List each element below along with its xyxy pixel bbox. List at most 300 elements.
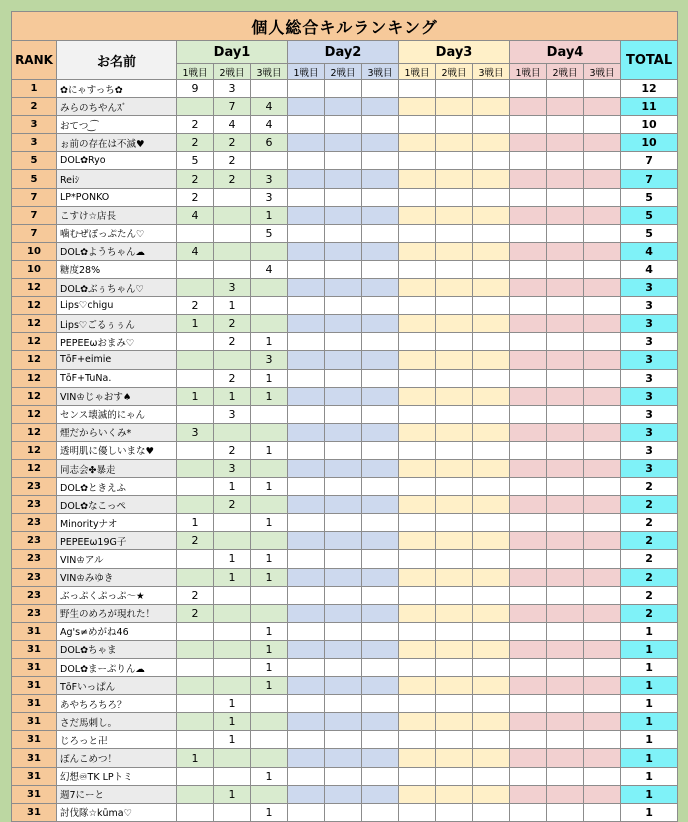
table-row (12, 170, 678, 188)
day4-battle3-cell (584, 785, 621, 803)
day4-battle1-cell (510, 152, 547, 170)
day4-battle3-cell (584, 297, 621, 315)
player-name-cell: DOL✿なこっぺ (57, 496, 177, 514)
table-row (12, 188, 678, 206)
day2-battle1-cell (288, 713, 325, 731)
day4-battle2-cell (547, 98, 584, 116)
day2-battle2-cell (325, 478, 362, 496)
day3-battle3-header: 3戦目 (473, 64, 510, 80)
day4-battle1-cell (510, 134, 547, 152)
day1-battle3-cell (251, 604, 288, 622)
day2-battle1-cell (288, 604, 325, 622)
day3-battle2-cell (436, 496, 473, 514)
player-name-cell: DOL✿ときえふ (57, 478, 177, 496)
player-name-cell: 幻想♾TK LPトミ (57, 767, 177, 785)
rank-cell: 31 (12, 677, 57, 695)
day4-battle2-header: 2戦目 (547, 64, 584, 80)
day1-battle3-cell: 1 (251, 333, 288, 351)
day3-battle3-cell (473, 134, 510, 152)
day1-battle3-cell (251, 695, 288, 713)
player-name-cell: こすけ☆店長 (57, 206, 177, 224)
day1-battle2-cell: 2 (214, 496, 251, 514)
rank-cell: 12 (12, 333, 57, 351)
day1-battle2-cell: 4 (214, 116, 251, 134)
day2-battle3-cell (362, 333, 399, 351)
day2-battle1-cell (288, 478, 325, 496)
rank-cell: 12 (12, 387, 57, 405)
day1-battle3-cell (251, 532, 288, 550)
day3-battle3-cell (473, 98, 510, 116)
player-name-cell: TōFいっぱん (57, 677, 177, 695)
day1-battle1-cell (177, 803, 214, 821)
day3-battle2-cell (436, 369, 473, 387)
table-row (12, 749, 678, 767)
day3-battle1-cell (399, 731, 436, 749)
ranking-table (11, 11, 678, 822)
day4-battle3-cell (584, 532, 621, 550)
day1-battle2-cell: 3 (214, 405, 251, 423)
rank-cell: 23 (12, 532, 57, 550)
day1-battle1-cell (177, 731, 214, 749)
day4-battle2-cell (547, 767, 584, 785)
day4-battle3-cell (584, 152, 621, 170)
day1-battle2-cell (214, 260, 251, 278)
day3-battle3-cell (473, 351, 510, 369)
day2-battle2-cell (325, 224, 362, 242)
day2-battle1-cell (288, 640, 325, 658)
ranking-sheet (11, 11, 677, 820)
table-row (12, 387, 678, 405)
rank-cell: 31 (12, 731, 57, 749)
table-row (12, 659, 678, 677)
day3-battle3-cell (473, 297, 510, 315)
table-row (12, 80, 678, 98)
day1-battle1-cell: 9 (177, 80, 214, 98)
player-name-cell: PEPEEωおまみ♡ (57, 333, 177, 351)
day4-battle3-cell (584, 279, 621, 297)
day3-battle1-cell (399, 242, 436, 260)
day2-battle3-cell (362, 152, 399, 170)
day3-battle3-cell (473, 568, 510, 586)
day3-battle1-cell (399, 279, 436, 297)
total-cell: 1 (621, 731, 678, 749)
rank-cell: 31 (12, 695, 57, 713)
day3-battle2-cell (436, 459, 473, 477)
day3-battle1-cell (399, 441, 436, 459)
day3-battle1-cell (399, 659, 436, 677)
day2-battle3-cell (362, 224, 399, 242)
day2-battle1-cell (288, 767, 325, 785)
day1-battle3-cell (251, 152, 288, 170)
day4-battle3-cell (584, 224, 621, 242)
day2-battle3-cell (362, 279, 399, 297)
day2-battle3-cell (362, 242, 399, 260)
day3-battle1-cell (399, 803, 436, 821)
day3-battle2-cell (436, 785, 473, 803)
total-cell: 1 (621, 640, 678, 658)
day3-battle2-cell (436, 803, 473, 821)
day4-battle1-cell (510, 351, 547, 369)
day1-battle1-cell (177, 369, 214, 387)
day2-battle2-cell (325, 206, 362, 224)
day2-battle2-cell (325, 297, 362, 315)
total-cell: 1 (621, 695, 678, 713)
day2-battle1-cell (288, 568, 325, 586)
day3-battle1-cell (399, 767, 436, 785)
day4-battle2-cell (547, 423, 584, 441)
total-cell: 3 (621, 423, 678, 441)
day1-battle3-cell: 4 (251, 116, 288, 134)
total-cell: 1 (621, 785, 678, 803)
total-cell: 3 (621, 279, 678, 297)
day4-battle1-cell (510, 713, 547, 731)
day2-battle3-cell (362, 695, 399, 713)
day4-battle3-cell (584, 731, 621, 749)
day3-battle1-cell (399, 387, 436, 405)
day1-battle1-cell (177, 260, 214, 278)
day1-battle2-cell: 3 (214, 80, 251, 98)
day2-battle1-cell (288, 405, 325, 423)
day4-battle3-cell (584, 713, 621, 731)
day3-battle1-cell (399, 98, 436, 116)
day4-battle2-cell (547, 514, 584, 532)
day2-battle2-cell (325, 441, 362, 459)
day3-battle1-cell (399, 586, 436, 604)
day2-battle1-cell (288, 80, 325, 98)
day2-battle1-cell (288, 496, 325, 514)
player-name-cell: 討伐隊☆kūma♡ (57, 803, 177, 821)
day2-battle2-cell (325, 659, 362, 677)
day3-battle2-cell (436, 260, 473, 278)
day1-battle2-cell (214, 604, 251, 622)
total-cell: 3 (621, 405, 678, 423)
day1-battle3-cell: 1 (251, 478, 288, 496)
day4-battle2-cell (547, 351, 584, 369)
day3-battle3-cell (473, 423, 510, 441)
day1-battle2-cell: 1 (214, 731, 251, 749)
table-row (12, 550, 678, 568)
day4-battle1-cell (510, 242, 547, 260)
day3-battle3-cell (473, 206, 510, 224)
sheet-title: 個人総合キルランキング (12, 12, 678, 41)
rank-cell: 31 (12, 622, 57, 640)
day1-battle3-cell (251, 785, 288, 803)
day4-battle2-cell (547, 785, 584, 803)
day4-battle2-cell (547, 496, 584, 514)
day4-battle3-cell (584, 695, 621, 713)
day4-battle3-cell (584, 459, 621, 477)
day2-battle2-cell (325, 242, 362, 260)
day4-battle2-cell (547, 695, 584, 713)
day1-battle3-cell (251, 423, 288, 441)
day4-battle3-cell (584, 550, 621, 568)
player-name-cell: 糖度28% (57, 260, 177, 278)
table-row (12, 441, 678, 459)
table-row (12, 586, 678, 604)
day4-battle3-cell (584, 659, 621, 677)
day2-battle3-cell (362, 116, 399, 134)
rank-cell: 2 (12, 98, 57, 116)
day3-battle3-cell (473, 550, 510, 568)
name-header: お名前 (57, 41, 177, 80)
day4-battle2-cell (547, 206, 584, 224)
day3-battle1-cell (399, 677, 436, 695)
day2-battle1-cell (288, 659, 325, 677)
day4-battle2-cell (547, 731, 584, 749)
day4-battle2-cell (547, 224, 584, 242)
day3-battle1-cell (399, 550, 436, 568)
day4-battle1-cell (510, 441, 547, 459)
day3-battle1-cell (399, 134, 436, 152)
day2-battle1-cell (288, 224, 325, 242)
player-name-cell: 透明肌に優しいまな♥ (57, 441, 177, 459)
rank-cell: 31 (12, 640, 57, 658)
total-cell: 2 (621, 568, 678, 586)
table-row (12, 98, 678, 116)
total-cell: 2 (621, 496, 678, 514)
day1-battle2-cell: 1 (214, 695, 251, 713)
day3-battle2-cell (436, 170, 473, 188)
rank-cell: 5 (12, 170, 57, 188)
table-row (12, 260, 678, 278)
day4-battle2-cell (547, 116, 584, 134)
day4-battle1-cell (510, 387, 547, 405)
day3-battle2-cell (436, 242, 473, 260)
day3-battle2-cell (436, 749, 473, 767)
day4-battle3-cell (584, 441, 621, 459)
day1-battle2-cell: 2 (214, 333, 251, 351)
day3-battle2-cell (436, 478, 473, 496)
day3-battle2-cell (436, 80, 473, 98)
rank-cell: 12 (12, 315, 57, 333)
day2-battle2-cell (325, 496, 362, 514)
day1-battle2-cell (214, 206, 251, 224)
day3-battle3-cell (473, 315, 510, 333)
player-name-cell: あやちろちろ？ (57, 695, 177, 713)
day1-battle3-cell: 1 (251, 640, 288, 658)
day4-battle3-cell (584, 677, 621, 695)
day2-battle2-cell (325, 532, 362, 550)
day3-battle1-cell (399, 478, 436, 496)
player-name-cell: DOL✿ようちゃん☁ (57, 242, 177, 260)
table-row (12, 459, 678, 477)
day1-battle3-cell: 1 (251, 568, 288, 586)
day3-battle1-cell (399, 568, 436, 586)
day3-battle3-cell (473, 80, 510, 98)
day4-battle1-cell (510, 170, 547, 188)
day4-battle3-cell (584, 514, 621, 532)
day4-battle3-header: 3戦目 (584, 64, 621, 80)
day4-battle2-cell (547, 333, 584, 351)
day4-battle3-cell (584, 478, 621, 496)
day1-battle2-cell (214, 677, 251, 695)
day4-battle2-cell (547, 586, 584, 604)
day1-battle1-cell: 1 (177, 749, 214, 767)
day3-battle3-cell (473, 586, 510, 604)
day3-battle1-cell (399, 224, 436, 242)
day2-battle1-cell (288, 387, 325, 405)
day3-battle3-cell (473, 387, 510, 405)
day1-battle3-cell: 1 (251, 803, 288, 821)
day1-battle2-cell: 2 (214, 152, 251, 170)
table-row (12, 333, 678, 351)
day2-battle3-cell (362, 550, 399, 568)
day1-battle1-cell (177, 622, 214, 640)
day4-battle1-cell (510, 279, 547, 297)
day2-battle1-cell (288, 242, 325, 260)
rank-cell: 23 (12, 604, 57, 622)
day4-battle3-cell (584, 640, 621, 658)
day2-battle3-cell (362, 134, 399, 152)
player-name-cell: 同志会✤暴走 (57, 459, 177, 477)
day3-battle3-cell (473, 441, 510, 459)
day2-battle3-cell (362, 659, 399, 677)
table-row (12, 405, 678, 423)
day1-battle2-cell (214, 803, 251, 821)
day1-battle1-cell: 2 (177, 297, 214, 315)
day2-battle3-cell (362, 677, 399, 695)
day1-battle2-cell (214, 423, 251, 441)
day3-battle1-cell (399, 622, 436, 640)
day1-battle3-header: 3戦目 (251, 64, 288, 80)
total-cell: 3 (621, 441, 678, 459)
day1-battle3-cell: 1 (251, 767, 288, 785)
day2-battle3-cell (362, 785, 399, 803)
day2-battle1-cell (288, 749, 325, 767)
total-cell: 1 (621, 622, 678, 640)
table-row (12, 224, 678, 242)
rank-cell: 3 (12, 116, 57, 134)
day3-battle3-cell (473, 640, 510, 658)
day4-battle3-cell (584, 803, 621, 821)
day2-battle3-cell (362, 514, 399, 532)
day3-battle3-cell (473, 731, 510, 749)
day3-battle1-cell (399, 405, 436, 423)
day4-battle1-cell (510, 496, 547, 514)
day4-battle1-cell (510, 586, 547, 604)
day1-battle1-cell (177, 785, 214, 803)
day2-battle3-cell (362, 604, 399, 622)
day1-battle3-cell: 1 (251, 441, 288, 459)
day4-battle1-cell (510, 749, 547, 767)
table-row (12, 134, 678, 152)
day4-battle3-cell (584, 260, 621, 278)
rank-cell: 31 (12, 803, 57, 821)
total-cell: 3 (621, 297, 678, 315)
day2-battle1-cell (288, 677, 325, 695)
day4-battle2-cell (547, 152, 584, 170)
day1-battle1-cell (177, 568, 214, 586)
day2-battle2-cell (325, 568, 362, 586)
day3-battle1-cell (399, 640, 436, 658)
day1-battle1-cell: 2 (177, 604, 214, 622)
day1-battle1-cell (177, 333, 214, 351)
day2-battle3-cell (362, 803, 399, 821)
day1-battle2-cell: 2 (214, 134, 251, 152)
day2-battle1-cell (288, 351, 325, 369)
day2-battle2-cell (325, 459, 362, 477)
day1-battle2-cell: 2 (214, 441, 251, 459)
day3-battle2-cell (436, 98, 473, 116)
total-cell: 1 (621, 749, 678, 767)
day3-battle1-cell (399, 514, 436, 532)
table-row (12, 315, 678, 333)
day1-battle3-cell: 4 (251, 98, 288, 116)
day4-battle1-cell (510, 206, 547, 224)
player-name-cell: TōF+TuNa. (57, 369, 177, 387)
player-name-cell: VIN♔じゃおす♠ (57, 387, 177, 405)
day1-battle2-cell: 7 (214, 98, 251, 116)
player-name-cell: Minorityナオ (57, 514, 177, 532)
rank-cell: 10 (12, 260, 57, 278)
day1-battle2-cell (214, 224, 251, 242)
day1-battle3-cell: 3 (251, 170, 288, 188)
day1-battle2-cell: 1 (214, 568, 251, 586)
day4-battle1-cell (510, 315, 547, 333)
day4-battle2-cell (547, 622, 584, 640)
day1-battle3-cell (251, 459, 288, 477)
day3-battle2-cell (436, 695, 473, 713)
day1-battle3-cell: 1 (251, 369, 288, 387)
day4-battle2-cell (547, 459, 584, 477)
day4-battle1-cell (510, 80, 547, 98)
day4-battle2-cell (547, 297, 584, 315)
day1-battle3-cell: 5 (251, 224, 288, 242)
day2-battle2-cell (325, 803, 362, 821)
day1-battle3-cell: 1 (251, 622, 288, 640)
total-cell: 2 (621, 532, 678, 550)
day2-battle2-cell (325, 604, 362, 622)
rank-cell: 1 (12, 80, 57, 98)
day2-battle3-header: 3戦目 (362, 64, 399, 80)
day2-battle2-cell (325, 785, 362, 803)
table-row (12, 713, 678, 731)
day3-battle1-cell (399, 152, 436, 170)
day1-battle3-cell: 1 (251, 677, 288, 695)
day3-battle3-cell (473, 496, 510, 514)
day3-battle1-cell (399, 116, 436, 134)
table-row (12, 116, 678, 134)
total-cell: 2 (621, 550, 678, 568)
day2-battle2-cell (325, 695, 362, 713)
day3-battle2-cell (436, 550, 473, 568)
player-name-cell: おてつ ͜ ͡ (57, 116, 177, 134)
day3-battle3-cell (473, 514, 510, 532)
day4-battle1-cell (510, 767, 547, 785)
rank-cell: 31 (12, 785, 57, 803)
day1-battle3-cell (251, 297, 288, 315)
day2-battle1-cell (288, 532, 325, 550)
day3-battle3-cell (473, 713, 510, 731)
rank-cell: 12 (12, 423, 57, 441)
day3-battle1-cell (399, 333, 436, 351)
day3-battle2-cell (436, 315, 473, 333)
rank-cell: 31 (12, 767, 57, 785)
total-cell: 3 (621, 351, 678, 369)
day1-battle1-cell (177, 478, 214, 496)
player-name-cell: Lips♡chigu (57, 297, 177, 315)
player-name-cell: 週7にーと (57, 785, 177, 803)
day4-battle2-cell (547, 134, 584, 152)
day4-battle1-cell (510, 568, 547, 586)
day4-battle2-cell (547, 170, 584, 188)
day1-battle2-cell: 2 (214, 170, 251, 188)
rank-cell: 12 (12, 369, 57, 387)
rank-cell: 31 (12, 749, 57, 767)
total-cell: 5 (621, 224, 678, 242)
day2-battle1-header: 1戦目 (288, 64, 325, 80)
day2-battle3-cell (362, 731, 399, 749)
